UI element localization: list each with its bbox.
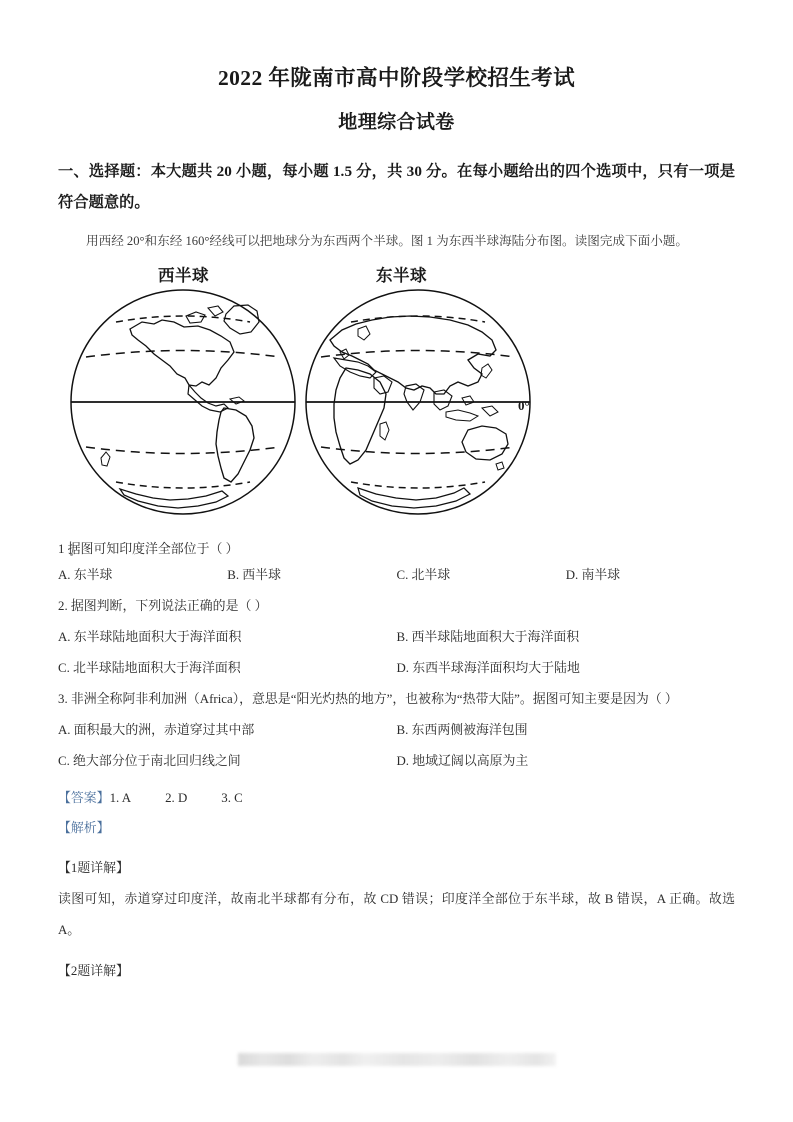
madagascar-outline xyxy=(380,422,389,440)
question-2-text: 2. 据图判断，下列说法正确的是（ ） xyxy=(58,598,268,613)
question-2-option-a[interactable]: A. 东半球陆地面积大于海洋面积 xyxy=(58,629,242,644)
question-3-option-b[interactable]: B. 东西两侧被海洋包围 xyxy=(396,722,528,737)
question-1-text: 1 据图可知印度洋全部位于（ ） xyxy=(58,541,239,556)
passage-stem: 用西经 20°和东经 160°经线可以把地球分为东西两个半球。图 1 为东西半球海陆分布图。读图完成下面小题。 xyxy=(86,233,688,248)
new-zealand-outline xyxy=(101,452,110,466)
central-america-outline xyxy=(188,385,228,412)
hemispheres-figure xyxy=(58,262,735,530)
new-guinea-outline xyxy=(482,406,498,416)
eastern-tropic-of-cancer xyxy=(321,350,515,357)
answer-tag: 【答案】 xyxy=(58,790,110,805)
question-3-options-row-1 xyxy=(58,715,735,746)
eastern-tropic-of-capricorn xyxy=(321,447,515,454)
philippines-outline xyxy=(462,396,474,405)
arctic-islands-outline xyxy=(186,312,205,323)
question-2-option-b[interactable]: B. 西半球陆地面积大于海洋面积 xyxy=(396,629,580,644)
western-hemisphere-label: 西半球 xyxy=(158,265,209,285)
question-3-option-d[interactable]: D. 地域辽阔以高原为主 xyxy=(396,753,529,768)
australia-outline xyxy=(462,426,508,460)
scandinavia-outline xyxy=(358,326,370,340)
question-1-option-d[interactable]: D. 南半球 xyxy=(565,567,621,582)
europe-south-outline xyxy=(334,358,376,378)
question-2-options-row-2 xyxy=(58,653,735,684)
western-antarctic-circle xyxy=(116,482,250,488)
equator-degree-label: 0° xyxy=(518,397,530,413)
question-1-options xyxy=(58,560,735,591)
question-1-option-a[interactable]: A. 东半球 xyxy=(58,567,113,582)
answer-values xyxy=(110,791,277,805)
western-arctic-circle xyxy=(116,316,250,322)
question-3-option-a[interactable]: A. 面积最大的洲，赤道穿过其中部 xyxy=(58,722,255,737)
eastern-hemisphere-label: 东半球 xyxy=(376,265,427,285)
detail-1-body: 读图可知，赤道穿过印度洋，故南北半球都有分布，故 CD 错误；印度洋全部位于东半球，故 B 错误，A 正确。故选 A。 xyxy=(58,891,735,937)
question-3-option-c[interactable]: C. 绝大部分位于南北回归线之间 xyxy=(58,753,241,768)
page-title: 2022 年陇南市高中阶段学校招生考试 xyxy=(218,66,575,90)
answer-q1: 1. A xyxy=(109,790,132,805)
detail-2-tag: 【2题详解】 xyxy=(58,963,129,978)
answer-q3: 3. C xyxy=(221,790,243,805)
question-1-option-c[interactable]: C. 北半球 xyxy=(396,567,451,582)
arctic-island-2-outline xyxy=(208,306,223,316)
question-2-option-d[interactable]: D. 东西半球海洋面积均大于陆地 xyxy=(396,660,580,675)
africa-outline xyxy=(334,368,386,464)
caribbean-islands-outline xyxy=(230,397,244,404)
answer-q2: 2. D xyxy=(165,790,188,805)
western-tropic-of-cancer xyxy=(86,350,280,357)
detail-1-tag: 【1题详解】 xyxy=(58,860,129,875)
question-1-option-b[interactable]: B. 西半球 xyxy=(227,567,281,582)
analysis-tag: 【解析】 xyxy=(58,820,110,835)
eurasia-outline xyxy=(330,316,496,394)
north-america-outline xyxy=(130,320,234,386)
section-heading: 一、选择题：本大题共 20 小题，每小题 1.5 分，共 30 分。在每小题给出的四个选项中，只有一项是符合题意的。 xyxy=(58,162,735,211)
antarctica-west-outline xyxy=(120,489,228,508)
indonesia-outline xyxy=(446,410,478,421)
eastern-antarctic-circle xyxy=(351,482,485,488)
question-3-text: 3. 非洲全称阿非利加洲（Africa），意思是“阳光灼热的地方”，也被称为“热带大陆”。据图可知主要是因为（ ） xyxy=(58,691,678,706)
indochina-outline xyxy=(434,390,452,410)
question-2-options-row-1 xyxy=(58,622,735,653)
redacted-watermark-bar xyxy=(238,1053,556,1066)
south-america-outline xyxy=(216,408,254,482)
tasmania-outline xyxy=(496,462,504,470)
analysis-line xyxy=(58,813,735,843)
hemispheres-diagram xyxy=(58,282,578,522)
question-3-options-row-2 xyxy=(58,746,735,777)
page-subtitle: 地理综合试卷 xyxy=(338,111,455,133)
japan-outline xyxy=(481,364,492,378)
answer-line xyxy=(58,777,735,813)
question-2-option-c[interactable]: C. 北半球陆地面积大于海洋面积 xyxy=(58,660,241,675)
